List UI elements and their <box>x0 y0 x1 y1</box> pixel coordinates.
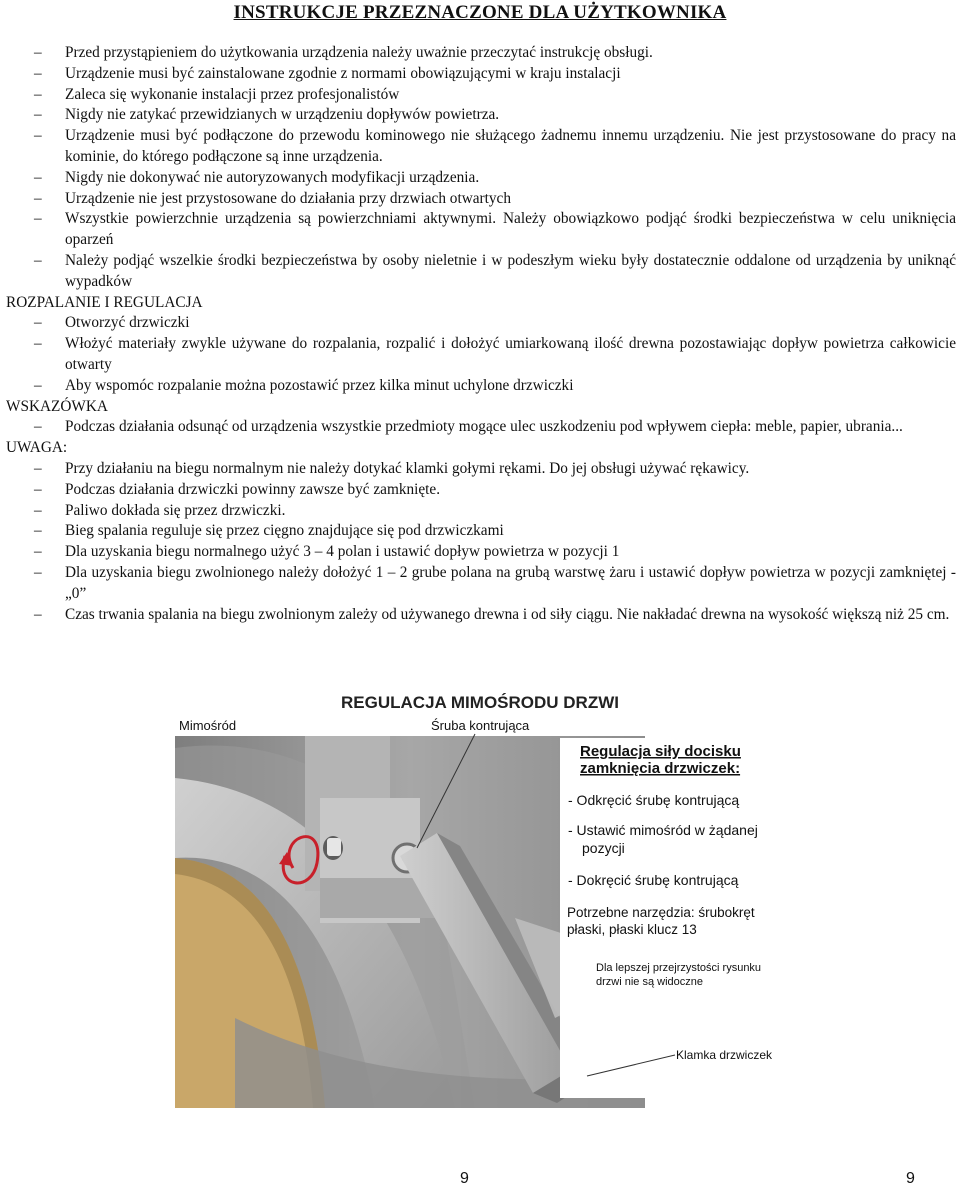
step-3: - Dokręcić śrubę kontrującą <box>568 872 739 888</box>
attention-list <box>6 459 956 625</box>
list-item <box>6 542 956 563</box>
list-item-text: Urządzenie nie jest przystosowane do działania przy drzwiach otwartych <box>65 189 511 207</box>
page-title: INSTRUKCJE PRZEZNACZONE DLA UŻYTKOWNIKA <box>233 2 727 23</box>
page-number-center: 9 <box>460 1170 469 1187</box>
list-item <box>6 251 956 293</box>
list-item-text: Dla uzyskania biegu zwolnionego należy dołożyć 1 – 2 grube polana na grubą warstwę żaru i ustawić dopływ powietrza w pozycji zamkniętej - „0” <box>65 563 956 602</box>
list-item <box>6 85 956 106</box>
list-item-text: Bieg spalania reguluje się przez cięgno znajdujące się pod drzwiczkami <box>65 522 504 540</box>
list-item <box>6 501 956 522</box>
dash-bullet-icon: – <box>34 563 42 581</box>
section-heading-hint: WSKAZÓWKA <box>6 397 108 415</box>
note-line-1: Dla lepszej przejrzystości rysunku <box>596 962 762 974</box>
figure-title: REGULACJA MIMOŚRODU DRZWI <box>341 693 619 712</box>
dash-bullet-icon: – <box>34 605 42 623</box>
list-item <box>6 563 956 605</box>
dash-bullet-icon: – <box>34 522 42 540</box>
list-item-text: Podczas działania drzwiczki powinny zawsze być zamknięte. <box>65 480 441 498</box>
step-2b: pozycji <box>582 840 625 856</box>
step-1: - Odkręcić śrubę kontrującą <box>568 792 740 808</box>
tools-line-2: płaski, płaski klucz 13 <box>567 922 697 937</box>
list-item <box>6 43 956 64</box>
list-item-text: Aby wspomóc rozpalanie można pozostawić przez kilka minut uchylone drzwiczki <box>65 376 574 394</box>
dash-bullet-icon: – <box>34 127 42 145</box>
list-item <box>6 417 956 438</box>
tools-line-1: Potrzebne narzędzia: śrubokręt <box>567 905 755 920</box>
note-line-2: drzwi nie są widoczne <box>596 976 703 988</box>
dash-bullet-icon: – <box>34 106 42 124</box>
hint-list <box>6 417 956 438</box>
list-item <box>6 521 956 542</box>
list-item-text: Włożyć materiały zwykle używane do rozpalania, rozpalić i dołożyć umiarkowaną ilość drewna pozostawiając dopływ powietrza całkowicie otwarty <box>65 335 956 373</box>
dash-bullet-icon: – <box>34 418 42 436</box>
list-item-text: Należy podjąć wszelkie środki bezpieczeństwa by osoby nieletnie i w podeszłym wieku były dostatecznie oddalone od urządzenia by uniknąć wypadków <box>65 251 956 290</box>
dash-bullet-icon: – <box>34 501 42 519</box>
page-number-right: 9 <box>906 1170 915 1187</box>
list-item <box>6 126 956 168</box>
label-lock-screw: Śruba kontrująca <box>431 718 530 733</box>
dash-bullet-icon: – <box>34 314 42 332</box>
instructions-heading-2: zamknięcia drzwiczek: <box>580 760 741 777</box>
section-heading-attention: UWAGA: <box>6 439 68 457</box>
list-item-text: Nigdy nie dokonywać nie autoryzowanych modyfikacji urządzenia. <box>65 168 480 186</box>
list-item-text: Przy działaniu na biegu normalnym nie należy dotykać klamki gołymi rękami. Do jej obsługi używać rękawicy. <box>65 459 750 477</box>
dash-bullet-icon: – <box>34 480 42 498</box>
list-item <box>6 480 956 501</box>
list-item-text: Podczas działania odsunąć od urządzenia wszystkie przedmioty mogące ulec uszkodzeniu pod wpływem ciepła: meble, papier, ubrania... <box>65 418 903 436</box>
dash-bullet-icon: – <box>34 85 42 103</box>
list-item-text: Urządzenie musi być podłączone do przewodu kominowego nie służącego żadnemu innemu urządzeniu. Nie jest przystosowane do pracy na kominie, do którego podłączone są inne urządzenia. <box>65 127 956 165</box>
dash-bullet-icon: – <box>34 459 42 477</box>
list-item-text: Dla uzyskania biegu normalnego użyć 3 – 4 polan i ustawić dopływ powietrza w pozycji 1 <box>65 543 620 561</box>
list-item <box>6 459 956 480</box>
dash-bullet-icon: – <box>34 251 42 269</box>
general-instructions-list <box>6 43 956 293</box>
label-handle: Klamka drzwiczek <box>676 1048 773 1062</box>
list-item <box>6 64 956 85</box>
dash-bullet-icon: – <box>34 210 42 228</box>
list-item <box>6 105 956 126</box>
list-item <box>6 334 956 376</box>
section-heading-ignition: ROZPALANIE I REGULACJA <box>6 293 203 311</box>
list-item-text: Zaleca się wykonanie instalacji przez profesjonalistów <box>65 85 400 103</box>
dash-bullet-icon: – <box>34 189 42 207</box>
dash-bullet-icon: – <box>34 543 42 561</box>
door-eccentric-figure <box>175 688 960 1108</box>
list-item <box>6 209 956 251</box>
list-item-text: Wszystkie powierzchnie urządzenia są powierzchniami aktywnymi. Należy obowiązkowo podjąć środki bezpieczeństwa w celu uniknięcia oparzeń <box>65 210 956 249</box>
ignition-instructions-list <box>6 313 956 396</box>
dash-bullet-icon: – <box>34 376 42 394</box>
dash-bullet-icon: – <box>34 64 42 82</box>
dash-bullet-icon: – <box>34 335 42 353</box>
label-eccentric: Mimośród <box>179 718 237 733</box>
list-item <box>6 189 956 210</box>
list-item-text: Przed przystąpieniem do użytkowania urządzenia należy uważnie przeczytać instrukcję obsługi. <box>65 44 653 61</box>
list-item-text: Czas trwania spalania na biegu zwolnionym zależy od używanego drewna i od siły ciągu. Nie nakładać drewna na wysokość większą niż 25 cm. <box>65 605 950 623</box>
instructions-heading-1: Regulacja siły docisku <box>580 743 741 760</box>
dash-bullet-icon: – <box>34 168 42 186</box>
list-item <box>6 313 956 334</box>
step-2a: - Ustawić mimośród w żądanej <box>568 822 758 838</box>
list-item-text: Paliwo dokłada się przez drzwiczki. <box>65 501 286 519</box>
list-item-text: Otworzyć drzwiczki <box>65 314 190 332</box>
list-item <box>6 168 956 189</box>
list-item-text: Urządzenie musi być zainstalowane zgodnie z normami obowiązującymi w kraju instalacji <box>65 64 621 82</box>
dash-bullet-icon: – <box>34 44 42 61</box>
list-item-text: Nigdy nie zatykać przewidzianych w urządzeniu dopływów powietrza. <box>65 106 500 124</box>
list-item <box>6 376 956 397</box>
document-body <box>6 43 956 625</box>
list-item <box>6 605 956 626</box>
